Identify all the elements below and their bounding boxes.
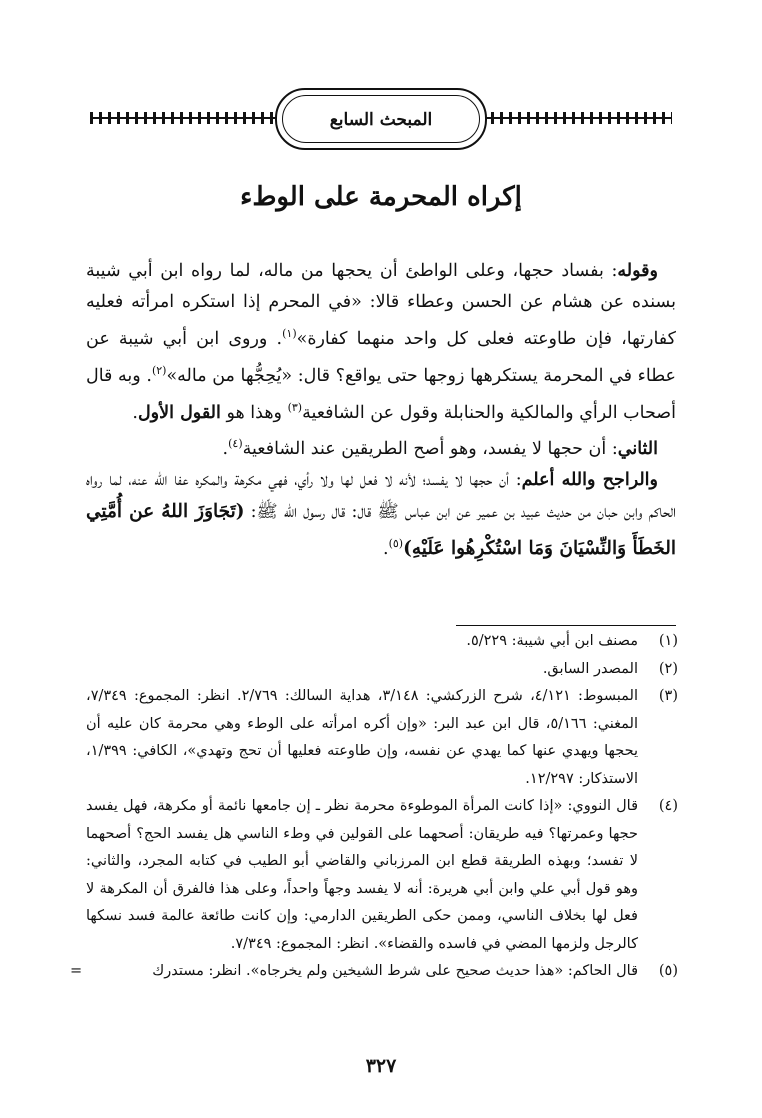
footnote-number: (١)	[658, 633, 678, 649]
hadith-quote: (تَجَاوَزَ اللهُ عن أُمَّتِي الخَطَأَ وَالنِّسْيَانَ وَمَا اسْتُكْرِهُوا عَلَيْهِ)	[86, 501, 676, 560]
footnote-5	[70, 958, 678, 986]
footnote-3	[86, 683, 678, 793]
p1-end: .	[132, 402, 138, 423]
footnote-4	[86, 793, 678, 958]
footnote-text: المبسوط: ٤/١٢١، شرح الزركشي: ٣/١٤٨، هداية السالك: ٢/٧٦٩. انظر: المجموع: ٧/٣٤٩، المغني: ٥/١٦٦، قال ابن عبد البر: «وإن أكره امرأته على الوطء وهي محرمة كان عليه أن يحجها ويهدي عنها كما يهدي عن نفسه، وإن طاوعته فعليها أن تحج وتهدي»، الكافي: ١/٣٩٩، الاستذكار: ١٢/٢٩٧.	[86, 688, 638, 787]
footnote-divider	[456, 625, 676, 626]
p1-text-b: . وروى ابن أبي شيبة عن عطاء في المحرمة يستكرهها زوجها حتى يواقع؟ قال: «يُحِجُّها من ماله»	[86, 328, 676, 386]
section-label: المبحث السابع	[329, 110, 433, 130]
paragraph-3	[86, 465, 676, 565]
footnote-text: قال النووي: «إذا كانت المرأة الموطوءة محرمة نظر ـ إن جامعها نائمة أو مكرهة، فهل يفسد حجها وعمرتها؟ فيه طريقان: أصحهما على القولين في وطء الناسي هل يفسد الحج؟ أصحهما لا تفسد؛ وبهذه الطريقة قطع ابن المرزباني والقاضي أبو الطيب في كتابه المجرد، والثاني: وهو قول أبي علي وابن أبي هريرة: أنه لا يفسد وجهاً واحداً، وعلى هذا فالفرق أن المكرهة لا فعل لها بخلاف الناسي، وممن حكى الطريقين الدارمي: وإن كانت طائعة عالمة فسد نسكها كالرجل ولزمها المضي في فاسده والقضاء». انظر: المجموع: ٧/٣٤٩.	[86, 798, 638, 952]
main-text	[86, 256, 676, 565]
footnote-text: مصنف ابن أبي شيبة: ٥/٢٢٩.	[466, 633, 638, 649]
footnote-ref-4: (٤)	[228, 437, 243, 451]
p2-end: .	[222, 439, 229, 460]
footnote-number: (٥)	[658, 963, 678, 979]
footnote-ref-5: (٥)	[388, 537, 404, 551]
p1-bold-end: القول الأول	[137, 402, 221, 423]
p3-lead: والراجح والله أعلم	[521, 470, 658, 491]
ornament-band-right	[482, 112, 672, 124]
section-header	[90, 84, 672, 154]
footnote-number: (٤)	[658, 798, 678, 814]
footnote-number: (٣)	[658, 688, 678, 704]
footnote-1	[86, 628, 678, 656]
footnote-ref-3: (٣)	[287, 400, 303, 414]
footnotes	[70, 628, 678, 986]
page-title: إكراه المحرمة على الوطء	[240, 182, 522, 212]
ornament-band-left	[90, 112, 280, 124]
paragraph-2	[86, 428, 676, 465]
p2-text: : أن حجها لا يفسد، وهو أصح الطريقين عند الشافعية	[242, 439, 618, 460]
p1-text-d: وهذا هو	[220, 402, 288, 423]
footnote-text: المصدر السابق.	[542, 660, 638, 677]
footnote-ref-1: (١)	[282, 327, 297, 340]
footnote-number: (٢)	[658, 660, 678, 677]
p3-end: .	[383, 539, 389, 560]
p1-lead: وقوله	[617, 261, 658, 281]
p1-text-c: . وبه قال أصحاب الرأي والمالكية والحنابلة وقول عن الشافعية	[86, 365, 676, 423]
section-label-frame	[275, 88, 487, 150]
page-number: ٣٢٧	[365, 1055, 397, 1077]
p2-lead: الثاني	[617, 439, 658, 460]
footnote-2	[86, 656, 678, 684]
paragraph-1	[86, 256, 676, 428]
p1-text-a: : بفساد حجها، وعلى الواطئ أن يحجها من ماله، لما رواه ابن أبي شيبة بسنده عن هشام عن الحسن وعطاء قالا: «في المحرم إذا استكره امرأته فعليه كفارتها، فإن طاوعته فعلى كل واحد منهما كفارة»	[86, 261, 676, 349]
footnote-ref-2: (٢)	[151, 363, 167, 377]
continuation-mark: =	[70, 963, 83, 979]
p3-text: : أن حجها لا يفسد؛ لأنه لا فعل لها ولا رأي، فهي مكرهة والمكره عفا الله عنه، لما رواه الحاكم وابن حبان من حديث عبيد بن عمير عن ابن عباس ﷺ قال: قال رسول الله ﷺ:	[86, 470, 676, 523]
footnote-text: قال الحاكم: «هذا حديث صحيح على شرط الشيخين ولم يخرجاه». انظر: مستدرك	[152, 963, 638, 979]
